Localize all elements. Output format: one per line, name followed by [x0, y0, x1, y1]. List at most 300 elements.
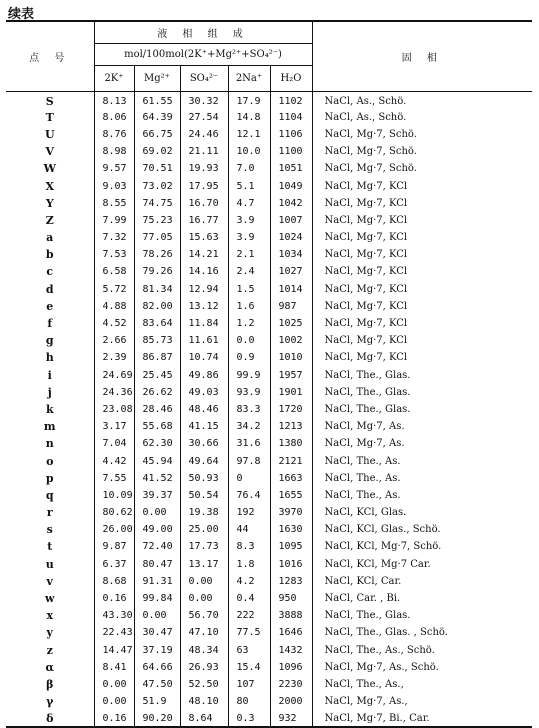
point-cell: δ [6, 710, 94, 727]
mg-cell: 0.00 [134, 504, 180, 521]
k2-cell: 14.47 [94, 642, 134, 659]
k2-cell: 0.00 [94, 676, 134, 693]
table-row [6, 624, 532, 641]
solid-phase-cell: NaCl, Mg·7, As., [312, 693, 532, 710]
na2-cell: 1.5 [228, 281, 270, 298]
mg-cell: 69.02 [134, 143, 180, 160]
point-cell: p [6, 470, 94, 487]
k2-cell: 22.43 [94, 624, 134, 641]
h2o-cell: 1007 [278, 214, 303, 226]
h2o-cell: 1027 [278, 266, 303, 278]
h2o-cell: 1010 [278, 352, 303, 364]
k2-cell: 2.39 [94, 349, 134, 366]
so4-cell: 16.77 [180, 212, 228, 229]
k2-cell: 24.36 [94, 384, 134, 401]
solid-phase-cell: NaCl, KCl, Mg·7, Schö. [312, 538, 532, 555]
table-row [6, 401, 532, 418]
point-cell: W [6, 160, 94, 177]
mg-cell: 64.39 [134, 109, 180, 126]
mg-cell: 66.75 [134, 126, 180, 143]
so4-cell: 26.93 [180, 659, 228, 676]
k2-cell: 26.00 [94, 521, 134, 538]
point-cell: Z [6, 212, 94, 229]
so4-cell: 0.00 [180, 590, 228, 607]
point-cell: T [6, 109, 94, 126]
point-cell: e [6, 298, 94, 315]
k2-cell: 8.76 [94, 126, 134, 143]
solid-phase-cell: NaCl, Mg·7, KCl [312, 332, 532, 349]
solid-phase-header: 固 相 [312, 21, 532, 92]
table-caption: 续表 [8, 7, 35, 22]
table-row [6, 487, 532, 504]
liquid-composition-header: 液 相 组 成 [94, 21, 312, 44]
solid-phase-cell: NaCl, The., As. [312, 487, 532, 504]
table-row [6, 195, 532, 212]
k2-cell: 6.37 [94, 556, 134, 573]
solid-phase-cell: NaCl, Mg·7, Schö. [312, 126, 532, 143]
table-row [6, 367, 532, 384]
na2-cell: 0.0 [228, 332, 270, 349]
h2o-cell: 1016 [278, 558, 303, 570]
table-row [6, 435, 532, 452]
mg-cell: 91.31 [134, 573, 180, 590]
so4-cell: 14.21 [180, 246, 228, 263]
point-cell: y [6, 624, 94, 641]
h2o-cell: 1002 [278, 335, 303, 347]
point-cell: k [6, 401, 94, 418]
table-row [6, 642, 532, 659]
k2-cell: 4.42 [94, 452, 134, 469]
na2-cell: 7.0 [228, 160, 270, 177]
table-row [6, 177, 532, 194]
mg-cell: 49.00 [134, 521, 180, 538]
h2o-cell: 1106 [278, 128, 303, 140]
so4-cell: 56.70 [180, 607, 228, 624]
mg-cell: 64.66 [134, 659, 180, 676]
point-cell: n [6, 435, 94, 452]
solid-phase-cell: NaCl, The., Glas. [312, 367, 532, 384]
so4-cell: 15.63 [180, 229, 228, 246]
h2o-cell: 1042 [278, 197, 303, 209]
k2-cell: 7.53 [94, 246, 134, 263]
mg-cell: 39.37 [134, 487, 180, 504]
mg-cell: 86.87 [134, 349, 180, 366]
solid-phase-cell: NaCl, KCl, Car. [312, 573, 532, 590]
solid-phase-cell: NaCl, Mg·7, Schö. [312, 160, 532, 177]
h2o-cell: 1025 [278, 318, 303, 330]
na2-cell: 93.9 [228, 384, 270, 401]
na2-cell: 15.4 [228, 659, 270, 676]
k2-cell: 2.66 [94, 332, 134, 349]
h2o-cell: 1104 [278, 111, 303, 123]
solid-phase-cell: NaCl, KCl, Glas. [312, 504, 532, 521]
point-cell: γ [6, 693, 94, 710]
k2-cell: 9.03 [94, 177, 134, 194]
unit-header: mol/100mol(2K⁺+Mg²⁺+SO₄²⁻) [94, 44, 312, 66]
point-cell: m [6, 418, 94, 435]
mg-cell: 74.75 [134, 195, 180, 212]
solid-phase-cell: NaCl, Mg·7, KCl [312, 263, 532, 280]
h2o-cell: 1380 [278, 438, 303, 450]
mg-cell: 55.68 [134, 418, 180, 435]
h2o-cell: 1283 [278, 575, 303, 587]
table-row [6, 349, 532, 366]
so4-cell: 12.94 [180, 281, 228, 298]
table-row [6, 659, 532, 676]
so4-cell: 0.00 [180, 573, 228, 590]
na2-cell: 76.4 [228, 487, 270, 504]
so4-cell: 52.50 [180, 676, 228, 693]
solid-phase-cell: NaCl, Mg·7, KCl [312, 315, 532, 332]
na2-cell: 77.5 [228, 624, 270, 641]
solid-phase-cell: NaCl, Mg·7, Bi., Car. [312, 710, 532, 727]
point-cell: g [6, 332, 94, 349]
na2-cell: 80 [228, 693, 270, 710]
na2-cell: 0.4 [228, 590, 270, 607]
h2o-cell: 1655 [278, 489, 303, 501]
h2o-cell: 1034 [278, 249, 303, 261]
so4-cell: 48.10 [180, 693, 228, 710]
h2o-cell: 2000 [278, 696, 303, 708]
na2-cell: 2.1 [228, 246, 270, 263]
h2o-cell: 1630 [278, 524, 303, 536]
table-row [6, 521, 532, 538]
so4-cell: 13.17 [180, 556, 228, 573]
point-cell: u [6, 556, 94, 573]
so4-cell: 21.11 [180, 143, 228, 160]
col-header-mg: Mg²⁺ [134, 66, 180, 92]
point-cell: j [6, 384, 94, 401]
solid-phase-cell: NaCl, Mg·7, KCl [312, 298, 532, 315]
na2-cell: 2.4 [228, 263, 270, 280]
na2-cell: 10.0 [228, 143, 270, 160]
point-cell: s [6, 521, 94, 538]
h2o-cell: 1720 [278, 403, 303, 415]
mg-cell: 0.00 [134, 607, 180, 624]
point-cell: f [6, 315, 94, 332]
so4-cell: 14.16 [180, 263, 228, 280]
solid-phase-cell: NaCl, Mg·7, As. [312, 435, 532, 452]
table-row [6, 332, 532, 349]
point-cell: v [6, 573, 94, 590]
so4-cell: 8.64 [180, 710, 228, 727]
k2-cell: 8.13 [94, 92, 134, 109]
solid-phase-cell: NaCl, The., As. [312, 452, 532, 469]
point-cell: V [6, 143, 94, 160]
point-cell: b [6, 246, 94, 263]
table-row [6, 590, 532, 607]
solid-phase-cell: NaCl, KCl, Glas., Schö. [312, 521, 532, 538]
k2-cell: 8.98 [94, 143, 134, 160]
so4-cell: 48.46 [180, 401, 228, 418]
k2-cell: 5.72 [94, 281, 134, 298]
table-row [6, 126, 532, 143]
h2o-cell: 1024 [278, 232, 303, 244]
h2o-cell: 1049 [278, 180, 303, 192]
na2-cell: 0.3 [228, 710, 270, 727]
na2-cell: 63 [228, 642, 270, 659]
na2-cell: 0 [228, 470, 270, 487]
na2-cell: 31.6 [228, 435, 270, 452]
k2-cell: 8.41 [94, 659, 134, 676]
k2-cell: 8.06 [94, 109, 134, 126]
solid-phase-cell: NaCl, Mg·7, KCl [312, 349, 532, 366]
phase-equilibrium-table [6, 20, 532, 728]
so4-cell: 24.46 [180, 126, 228, 143]
mg-cell: 81.34 [134, 281, 180, 298]
point-cell: o [6, 452, 94, 469]
point-cell: d [6, 281, 94, 298]
na2-cell: 14.8 [228, 109, 270, 126]
mg-cell: 70.51 [134, 160, 180, 177]
table-row [6, 693, 532, 710]
solid-phase-cell: NaCl, The., Glas. [312, 607, 532, 624]
h2o-cell: 1663 [278, 472, 303, 484]
table-row [6, 92, 532, 109]
point-cell: i [6, 367, 94, 384]
h2o-cell: 2230 [278, 678, 303, 690]
k2-cell: 3.17 [94, 418, 134, 435]
solid-phase-cell: NaCl, The., Glas. [312, 384, 532, 401]
so4-cell: 48.34 [180, 642, 228, 659]
solid-phase-cell: NaCl, Mg·7, As. [312, 418, 532, 435]
mg-cell: 61.55 [134, 92, 180, 109]
h2o-cell: 1051 [278, 163, 303, 175]
so4-cell: 50.54 [180, 487, 228, 504]
na2-cell: 5.1 [228, 177, 270, 194]
table-row [6, 556, 532, 573]
k2-cell: 8.55 [94, 195, 134, 212]
na2-cell: 0.9 [228, 349, 270, 366]
solid-phase-cell: NaCl, The., As. [312, 470, 532, 487]
k2-cell: 24.69 [94, 367, 134, 384]
point-cell: X [6, 177, 94, 194]
so4-cell: 19.93 [180, 160, 228, 177]
so4-cell: 50.93 [180, 470, 228, 487]
point-cell: w [6, 590, 94, 607]
table-row [6, 298, 532, 315]
point-cell: c [6, 263, 94, 280]
h2o-cell: 932 [270, 710, 312, 727]
point-cell: z [6, 642, 94, 659]
solid-phase-cell: NaCl, Mg·7, KCl [312, 229, 532, 246]
so4-cell: 49.03 [180, 384, 228, 401]
k2-cell: 0.16 [94, 710, 134, 727]
mg-cell: 85.73 [134, 332, 180, 349]
na2-cell: 1.6 [228, 298, 270, 315]
k2-cell: 7.04 [94, 435, 134, 452]
mg-cell: 73.02 [134, 177, 180, 194]
k2-cell: 0.16 [94, 590, 134, 607]
so4-cell: 30.32 [180, 92, 228, 109]
so4-cell: 11.61 [180, 332, 228, 349]
point-cell: r [6, 504, 94, 521]
solid-phase-cell: NaCl, Mg·7, KCl [312, 246, 532, 263]
so4-cell: 13.12 [180, 298, 228, 315]
mg-cell: 80.47 [134, 556, 180, 573]
col-header-2k: 2K⁺ [94, 66, 134, 92]
so4-cell: 17.73 [180, 538, 228, 555]
k2-cell: 7.32 [94, 229, 134, 246]
table-row [6, 573, 532, 590]
so4-cell: 17.95 [180, 177, 228, 194]
na2-cell: 8.3 [228, 538, 270, 555]
table-row [6, 229, 532, 246]
mg-cell: 79.26 [134, 263, 180, 280]
mg-cell: 75.23 [134, 212, 180, 229]
h2o-cell: 2121 [278, 455, 303, 467]
mg-cell: 37.19 [134, 642, 180, 659]
so4-cell: 11.84 [180, 315, 228, 332]
k2-cell: 7.55 [94, 470, 134, 487]
na2-cell: 12.1 [228, 126, 270, 143]
mg-cell: 78.26 [134, 246, 180, 263]
na2-cell: 99.9 [228, 367, 270, 384]
k2-cell: 8.68 [94, 573, 134, 590]
h2o-cell: 1432 [278, 644, 303, 656]
so4-cell: 16.70 [180, 195, 228, 212]
table-row [6, 676, 532, 693]
so4-cell: 10.74 [180, 349, 228, 366]
na2-cell: 17.9 [228, 92, 270, 109]
mg-cell: 45.94 [134, 452, 180, 469]
solid-phase-cell: NaCl, Mg·7, As., Schö. [312, 659, 532, 676]
na2-cell: 3.9 [228, 229, 270, 246]
table-row [6, 538, 532, 555]
point-cell: U [6, 126, 94, 143]
k2-cell: 4.52 [94, 315, 134, 332]
h2o-cell: 1100 [278, 146, 303, 158]
mg-cell: 25.45 [134, 367, 180, 384]
so4-cell: 30.66 [180, 435, 228, 452]
mg-cell: 41.52 [134, 470, 180, 487]
table-row [6, 315, 532, 332]
na2-cell: 1.2 [228, 315, 270, 332]
mg-cell: 90.20 [134, 710, 180, 727]
so4-cell: 27.54 [180, 109, 228, 126]
solid-phase-cell: NaCl, The., As., [312, 676, 532, 693]
mg-cell: 47.50 [134, 676, 180, 693]
table-row [6, 607, 532, 624]
table-row [6, 143, 532, 160]
mg-cell: 51.9 [134, 693, 180, 710]
point-cell: q [6, 487, 94, 504]
na2-cell: 222 [228, 607, 270, 624]
point-header: 点 号 [6, 21, 94, 92]
col-header-2na: 2Na⁺ [228, 66, 270, 92]
mg-cell: 83.64 [134, 315, 180, 332]
mg-cell: 99.84 [134, 590, 180, 607]
solid-phase-cell: NaCl, As., Schö. [312, 109, 532, 126]
point-cell: t [6, 538, 94, 555]
mg-cell: 28.46 [134, 401, 180, 418]
mg-cell: 26.62 [134, 384, 180, 401]
solid-phase-cell: NaCl, Mg·7, Schö. [312, 143, 532, 160]
k2-cell: 9.87 [94, 538, 134, 555]
table-row [6, 384, 532, 401]
k2-cell: 43.30 [94, 607, 134, 624]
table-row [6, 160, 532, 177]
col-header-so4: SO₄²⁻ [180, 66, 228, 92]
so4-cell: 41.15 [180, 418, 228, 435]
na2-cell: 3.9 [228, 212, 270, 229]
table-row [6, 710, 532, 727]
na2-cell: 34.2 [228, 418, 270, 435]
k2-cell: 80.62 [94, 504, 134, 521]
solid-phase-cell: NaCl, KCl, Mg·7 Car. [312, 556, 532, 573]
mg-cell: 77.05 [134, 229, 180, 246]
so4-cell: 25.00 [180, 521, 228, 538]
h2o-cell: 3888 [278, 610, 303, 622]
h2o-cell: 1901 [278, 386, 303, 398]
h2o-cell: 1095 [278, 541, 303, 553]
h2o-cell: 3970 [278, 507, 303, 519]
point-cell: h [6, 349, 94, 366]
na2-cell: 97.8 [228, 452, 270, 469]
k2-cell: 23.08 [94, 401, 134, 418]
point-cell: S [6, 92, 94, 109]
table-row [6, 452, 532, 469]
h2o-cell: 1014 [278, 283, 303, 295]
mg-cell: 62.30 [134, 435, 180, 452]
so4-cell: 47.10 [180, 624, 228, 641]
point-cell: α [6, 659, 94, 676]
h2o-cell: 950 [278, 593, 297, 605]
solid-phase-cell: NaCl, The., Glas. [312, 401, 532, 418]
h2o-cell: 1646 [278, 627, 303, 639]
point-cell: a [6, 229, 94, 246]
k2-cell: 7.99 [94, 212, 134, 229]
table-row [6, 470, 532, 487]
solid-phase-cell: NaCl, Mg·7, KCl [312, 177, 532, 194]
na2-cell: 44 [228, 521, 270, 538]
na2-cell: 1.8 [228, 556, 270, 573]
h2o-cell: 1957 [278, 369, 303, 381]
k2-cell: 6.58 [94, 263, 134, 280]
h2o-cell: 1213 [278, 421, 303, 433]
solid-phase-cell: NaCl, Mg·7, KCl [312, 212, 532, 229]
so4-cell: 49.86 [180, 367, 228, 384]
table-row [6, 418, 532, 435]
k2-cell: 0.00 [94, 693, 134, 710]
solid-phase-cell: NaCl, Mg·7, KCl [312, 281, 532, 298]
h2o-cell: 1096 [278, 661, 303, 673]
h2o-cell: 987 [278, 300, 297, 312]
solid-phase-cell: NaCl, The., As., Schö. [312, 642, 532, 659]
so4-cell: 19.38 [180, 504, 228, 521]
mg-cell: 72.40 [134, 538, 180, 555]
point-cell: β [6, 676, 94, 693]
h2o-cell: 1102 [278, 96, 303, 108]
na2-cell: 4.7 [228, 195, 270, 212]
solid-phase-cell: NaCl, As., Schö. [312, 92, 532, 109]
k2-cell: 4.88 [94, 298, 134, 315]
table-row [6, 263, 532, 280]
solid-phase-cell: NaCl, The., Glas. , Schö. [312, 624, 532, 641]
na2-cell: 107 [228, 676, 270, 693]
solid-phase-cell: NaCl, Car. , Bi. [312, 590, 532, 607]
solid-phase-cell: NaCl, Mg·7, KCl [312, 195, 532, 212]
k2-cell: 9.57 [94, 160, 134, 177]
na2-cell: 4.2 [228, 573, 270, 590]
mg-cell: 30.47 [134, 624, 180, 641]
table-row [6, 109, 532, 126]
point-cell: x [6, 607, 94, 624]
na2-cell: 83.3 [228, 401, 270, 418]
na2-cell: 192 [228, 504, 270, 521]
mg-cell: 82.00 [134, 298, 180, 315]
table-row [6, 246, 532, 263]
